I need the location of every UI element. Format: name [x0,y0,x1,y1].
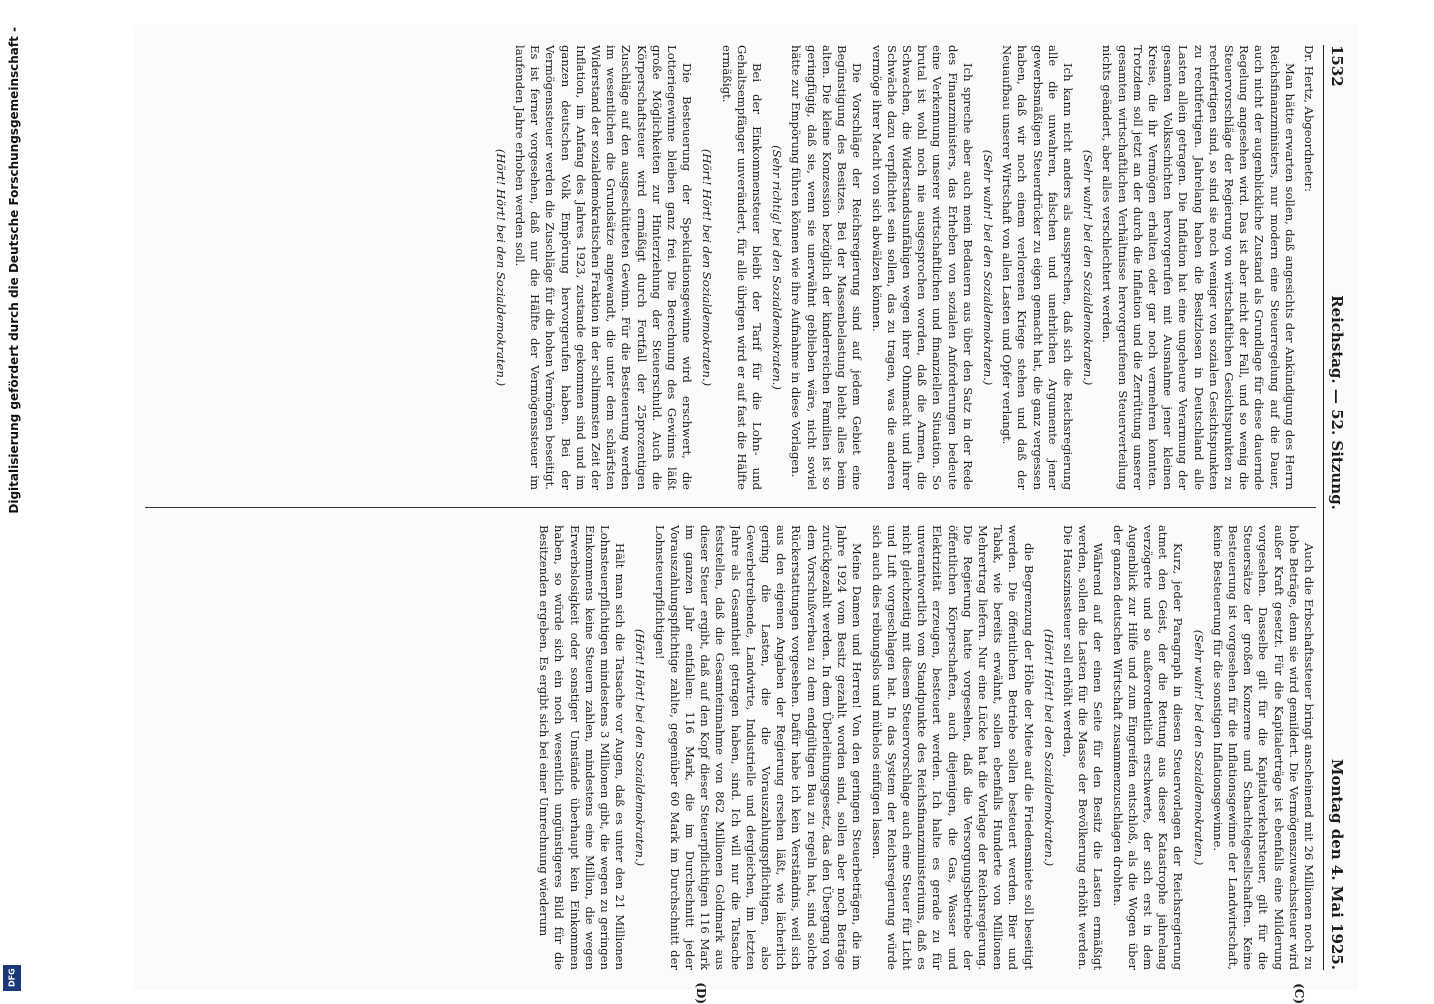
left-text-8: Bei der Einkommensteuer bleibt der Tarif für die Lohn- und Gehaltsempfänger unverändert, für alle übrigen wird er auf fast die Hälfte ermäßigt. [719,45,765,490]
rotated-page-content [133,25,1358,1004]
digitization-credit: Digitalisierung gefördert durch die Deutsche Forschungsgemeinschaft - [7,27,21,514]
left-text-10: Die Besteuerung der Spekulationsgewinne wird erschwert, die Lotteriegewinne bleiben ganz frei. Die Berechnung des Gewinns läßt große Möglichkeiten zur Hinterziehung der Steuerschuld. Auch die Körperschaftsteuer wird ermäßigt durch Fortfall der 25prozentigen Zuschläge auf den ausgeschütteten Gewinn. Für die Besteuerung werden im wesentlichen die Grundsätze angewandt, die unter dem schärfsten Widerstand der sozialdemokratischen Fraktion in der schlimmsten Zeit der Inflation, im Anfang des Jahres 1923, zustande gekommen sind und im ganzen deutschen Volk Empörung hervorgerufen haben. Bei der Vermögenssteuer werden die Zuschläge für die hohen Vermögen beseitigt. Es ist ferner vorgesehen, daß nur die Hälfte der Vermögenssteuer im laufenden Jahre erhoben werden soll. [513,45,695,490]
left-interjection-4: (Sehr wahr! bei den Sozialdemokraten.) [980,149,995,386]
left-interjection-2: (Sehr wahr! bei den Sozialdemokraten.) [1081,149,1096,386]
scanned-page [133,25,1358,1004]
right-interjection-1: (Sehr wahr! bei den Sozialdemokraten.) [1191,629,1206,866]
column-divider [145,507,1316,508]
session-date: Montag den 4. Mai 1925. [1328,758,1346,970]
right-text-0: Auch die Erbschaftssteuer bringt anscheinend mit 26 Millionen noch zu hohe Beträge, denn sie wird gemildert. Die Vermögenszuwachssteuer wird außer Kraft gesetzt. Für die Kapitalerträge ist ebenfalls eine Milderung vorgesehen. Dasselbe gilt für die Kapitalverkehrsteuer, gilt für die Steuersätze der großen Konzerne und Schachtelgesellschaften. Keine Besteuerung ist vorgesehen für die Inflationsgewinne der Landwirtschaft, keine Besteuerung für die sonstigen Inflationsgewinne. [1210,525,1316,970]
right-text-2: Kurz, jeder Paragraph in diesen Steuervorlagen der Reichsregierung atmet den Geist, der die Rettung aus dieser Katastrophe jahrelang verzögerte und so außerordentlich erschwerte, der sich erst in dem Augenblick zur Hilfe und zum Eingreifen entschloß, als die Wogen über der ganzen deutschen Wirtschaft zusammenzuschlagen drohten. [1110,525,1186,970]
margin-mark-c: (C) [1292,983,1306,1004]
right-text-3: Während auf der einen Seite für den Besitz die Lasten ermäßigt werden, sollen die Lasten für die Masse der Bevölkerung erhöht werden. Die Hauszinssteuer soll erhöht werden, [1060,525,1106,970]
left-interjection-9: (Hört! Hört! bei den Sozialdemokraten.) [700,148,715,387]
session-title: Reichstag. — 52. Sitzung. [1328,295,1346,510]
left-column [145,45,1316,490]
left-interjection-11: (Hört! Hört! bei den Sozialdemokraten.) [493,148,508,387]
left-text-5: Ich spreche aber auch mein Bedauern aus über den Satz in der Rede des Finanzministers, das Erheben von sozialen Anforderungen bedeute eine Verkennung unserer wirtschaftlichen und finanziellen Situation. So brutal ist wohl noch nie ausgesprochen worden, daß die Armen, die Schwachen, die Widerstandsunfähigen wegen ihrer Ohnmacht und ihrer Schwäche dazu verpflichtet sein sollen, das zu tragen, was die anderen vermöge ihrer Macht von sich abwälzen können. [869,45,975,490]
margin-mark-d: (D) [694,982,708,1004]
left-text-6: Die Vorschläge der Reichsregierung sind auf jedem Gebiet eine Begünstigung des Besitzes. Bei der Massenbelastung bleibt alles beim alten. Die kleine Konzession bezüglich der kinderreichen Familien ist so geringfügig, daß sie, wenn sie unerwähnt geblieben wäre, nicht soviel hätte zur Empörung führen können wie ihre Aufnahme in diese Vorlagen. [789,45,865,490]
right-text-6: Meine Damen und Herren! Von den geringen Steuerbeträgen, die im Jahre 1924 vom Besitz gezahlt worden sind, sollen aber noch Beträge zurückgezahlt werden. In dem Überleitungsgesetz, das den Übergang von dem Vorschußverbau zu dem endgültigen Bau zu regeln hat, sind solche Rückerstattungen vorgesehen. Dafür habe ich kein Verständnis, weil sich aus den eigenen Angaben der Regierung ersehen läßt, wie lächerlich gering die Lasten, die die Vorauszahlungspflichtigen, also Gewerbetreibende, Landwirte, Industrielle und dergleichen, im letzten Jahre als Gesamtheit getragen haben, sind. Ich will nur die Tatsache feststellen, daß die Gesamteinnahme von 862 Millionen Goldmark aus dieser Steuer ergibt, daß auf den Kopf dieser Steuerpflichtigen 116 Mark im ganzen Jahr entfallen: 116 Mark, die im Durchschnitt jeder Vorauszahlungspflichtige zahlte, gegenüber 60 Mark im Durchschnitt der Lohnsteuerpflichtigen! [652,525,865,970]
page-number: 1532 [1328,45,1346,87]
left-speaker-0: Dr. Hertz, Abgeordneter: [1302,45,1316,192]
right-text-8: Hält man sich die Tatsache vor Augen, daß es unter den 21 Millionen Lohnsteuerpflichtigen mindestens 3 Millionen gibt, die wegen zu geringen Einkommens keine Steuern zahlen, mindestens eine Million, die wegen Erwerbslosigkeit oder sonstiger Umstände überhaupt kein Einkommen haben, so würde sich ein noch wesentlich ungünstigeres Bild für die Besitzenden ergeben. Es ergibt sich bei einer Umrechnung wiederum [537,525,628,970]
dfg-logo: DFG [3,965,21,991]
right-interjection-7: (Hört! Hört! bei den Sozialdemokraten.) [633,628,648,867]
page-header [1323,45,1350,970]
right-interjection-4: (Hört! Hört! bei den Sozialdemokraten.) [1041,628,1056,867]
footer-strip [4,27,24,990]
right-text-5: die Begrenzung der Höhe der Miete auf die Friedensmiete soll beseitigt werden. Die öffentlichen Betriebe sollen besteuert werden. Bier und Tabak, wie bereits erwähnt, sollen ebenfalls Hunderte von Millionen Mehrertrag liefern. Nur eine Lücke hat die Vorlage der Reichsregierung. Die Regierung hatte vorgesehen, daß die Versorgungsbetriebe der öffentlichen Körperschaften, auch diejenigen, die Gas, Wasser und Elektrizität erzeugen, besteuert werden. Ich halte es gerade zu für unverantwortlich vom Standpunkte des Reichsfinanzministeriums, daß es nicht gleichzeitig mit diesem Steuervorschlage auch eine Steuer für Licht und Luft vorgeschlagen hat. In das System der Reichsregierung würde sich auch dies reibungslos und mühelos einfügen lassen. [869,525,1036,970]
left-interjection-7: (Sehr richtig! bei den Sozialdemokraten.) [770,145,785,390]
left-text-3: Ich kann nicht anders als aussprechen, daß sich die Reichsregierung alle die unwahren, falschen und unehrlichen Argumente jener gewerbsmäßigen Steuerdrücker zu eigen gemacht hat, die ganz vergessen haben, daß wir noch einem verlorenen Kriege stehen und daß der Neuaufbau unserer Wirtschaft von allen Lasten und Opfer verlangt. [1000,45,1075,490]
right-column [145,525,1316,970]
left-text-1: Man hätte erwarten sollen, daß angesichts der Ankündigung des Herrn Reichsfinanzministers, nur modern eine Steuerregelung auf die Dauer, auch nicht der augenblickliche Zustand als Grundlage für diese dauernde Regelung angesehen wird. Das ist aber nicht der Fall, und so wenig die Steuervorschläge der Regierung von wirtschaftlichen Gesichtspunkten zu rechtfertigen sind, so sind sie noch weniger von sozialen Gesichtspunkten zu rechtfertigen. Jahrelang haben die Besitzlosen in Deutschland alle Lasten allein getragen. Die Inflation hat eine ungeheure Verarmung der gesamten Volksschichten hervorgerufen mit Ausnahme jener kleinen Kreise, die ihr Vermögen erhalten oder gar noch vermehren konnten. Trotzdem soll jetzt an der durch die Inflation und die Zerrüttung unserer gesamten wirtschaftlichen Verhältnisse hervorgerufenen Steuerverteilung nichts geändert, aber alles verschlechtert werden. [1100,45,1297,490]
